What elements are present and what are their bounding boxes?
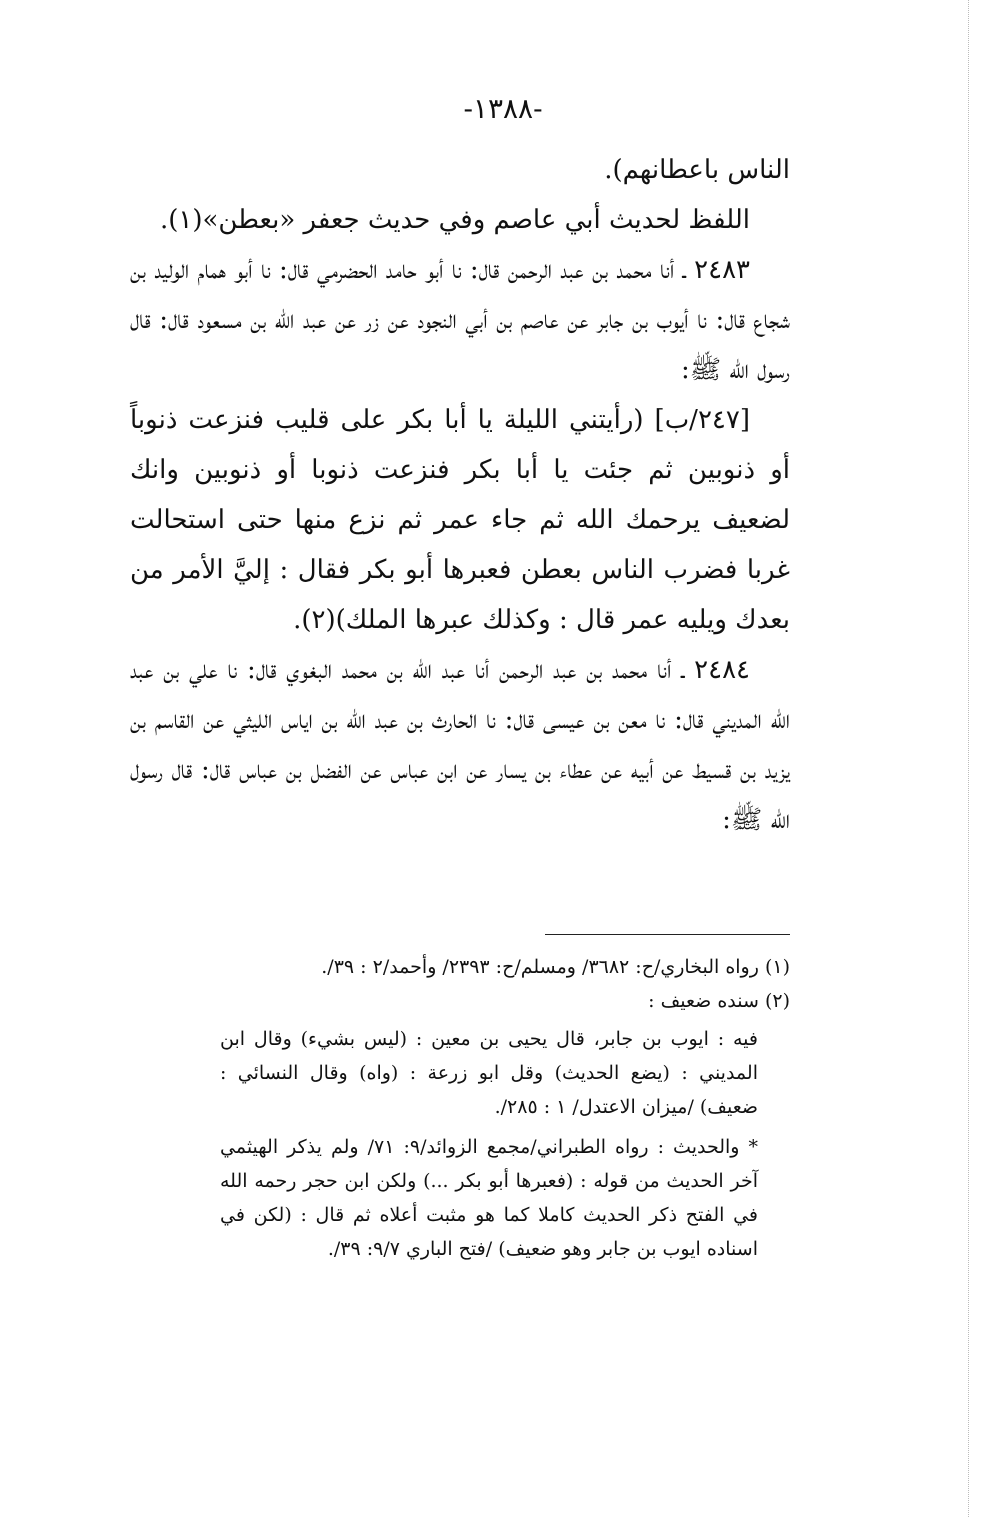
hadith-2483-chain: ٢٤٨٣ ـ أنا محمد بن عبد الرحمن قال: نا أبو حامد الحضرمي قال: نا أبو همام الوليد بن شجاع قال: نا أيوب بن جابر عن عاصم بن أبي النجود عن زر عن عبد الله بن مسعود قال: قال رسول الله ﷺ: (130, 255, 790, 385)
page-number: -١٣٨٨- (463, 92, 543, 125)
footnote-2: (٢) سنده ضعيف : (648, 990, 790, 1012)
footnote-1: (١) رواه البخاري/ح: ٣٦٨٢/ ومسلم/ح: ٢٣٩٣/ وأحمد/٢ : ٣٩/. (321, 956, 790, 978)
text-line-closing: الناس باعطانهم). (604, 155, 790, 185)
footnote-note: * والحديث : رواه الطبراني/مجمع الزوائد/٩: ٧١/ ولم يذكر الهيثمي آخر الحديث من قوله : (فعبرها أبو بكر ...) ولكن ابن حجر رحمه الله في الفتح ذكر الحديث كاملا كما هو مثبت أعلاه ثم قال : (لكن في اسناده ايوب بن جابر وهو ضعيف) /فتح الباري ٩/٧: ٣٩/. (220, 1136, 758, 1260)
scan-edge-line (968, 0, 969, 1517)
text-line-wording-note: اللفظ لحديث أبي عاصم وفي حديث جعفر «بعطن»(١). (159, 205, 750, 235)
footnote-2-detail: فيه : ايوب بن جابر، قال يحيى بن معين : (ليس بشيء) وقال ابن المديني : (يضع الحديث) وقل ابو زرعة : (واه) وقال النسائي : ضعيف) /ميزان الاعتدل/ ١ : ٢٨٥/. (220, 1028, 758, 1118)
footnotes (220, 950, 790, 1266)
hadith-2484-chain: ٢٤٨٤ ـ أنا محمد بن عبد الرحمن أنا عبد الله بن محمد البغوي قال: نا علي بن عبد الله المديني قال: نا معن بن عيسى قال: نا الحارث بن عبد الله بن اياس الليثي عن القاسم بن يزيد بن قسيط عن أبيه عن عطاء بن يسار عن ابن عباس عن الفضل بن عباس قال: قال رسول الله ﷺ: (130, 655, 790, 835)
hadith-2483-text: [٢٤٧/ب] (رأيتني الليلة يا أبا بكر على قليب فنزعت ذنوباً أو ذنوبين ثم جئت يا أبا بكر فنزعت ذنوبا أو ذنوبين وانك لضعيف يرحمك الله ثم جاء عمر ثم نزع منها حتى استحالت غربا فضرب الناس بعطن فعبرها أبو بكر فقال : إليَّ الأمر من بعدك ويليه عمر قال : وكذلك عبرها الملك)(٢). (130, 405, 790, 635)
main-text (130, 145, 790, 845)
footnote-divider (545, 934, 790, 935)
